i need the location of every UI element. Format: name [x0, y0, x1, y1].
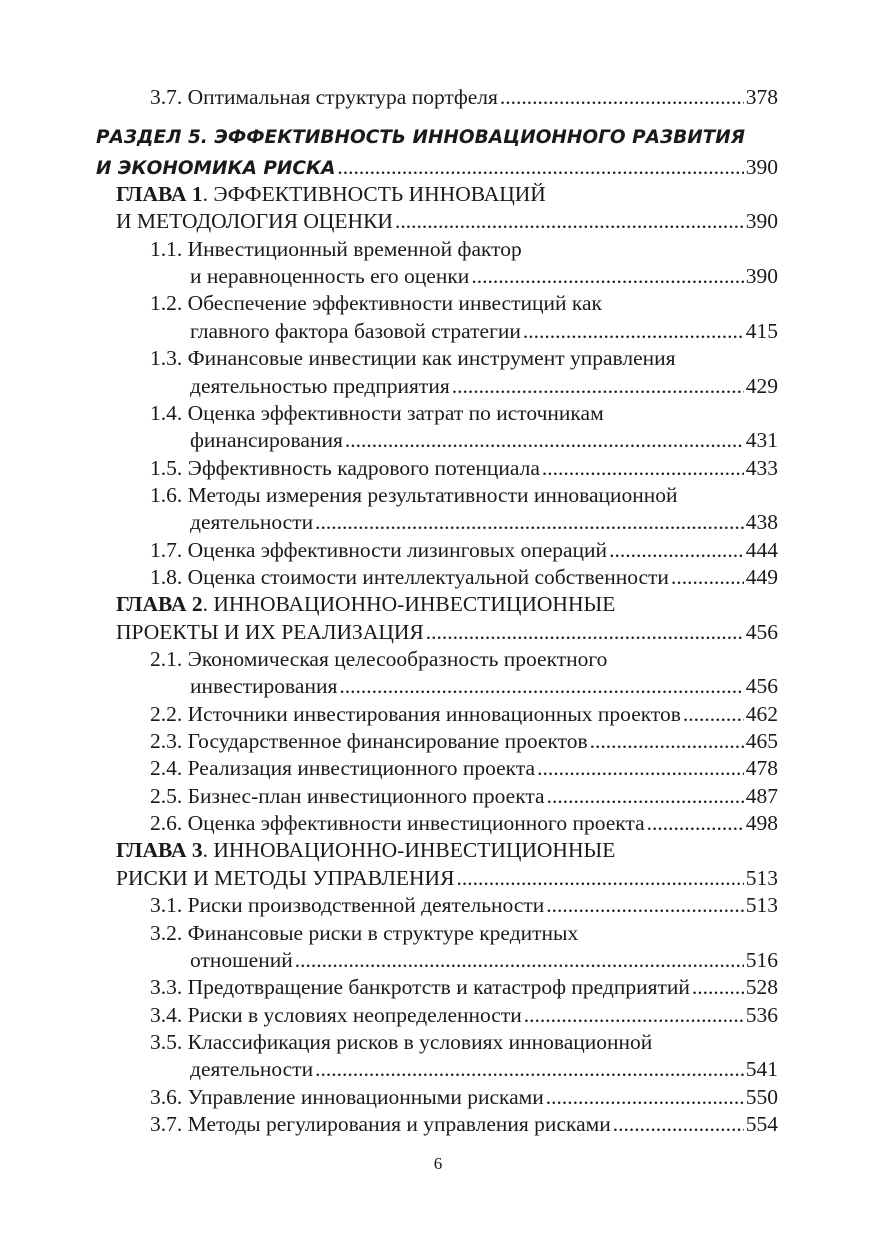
entry-title [190, 427, 343, 453]
entry-text: инвестирования [190, 674, 338, 699]
entry-number: 1.7. [150, 537, 183, 562]
entry-title [116, 208, 393, 234]
toc-entry[interactable] [150, 755, 778, 781]
dot-leader [452, 373, 744, 399]
entry-page: 390 [745, 209, 778, 234]
entry-number: 3.3. [150, 975, 183, 1000]
entry-page: 541 [745, 1057, 778, 1082]
entry-text: Управление инновационными рисками [187, 1084, 544, 1109]
entry-title [150, 810, 645, 836]
entry-text: Предотвращение банкротств и катастроф предприятий [187, 975, 690, 1000]
entry-page: 415 [745, 318, 778, 343]
toc-entry[interactable] [150, 810, 778, 836]
entry-number: 2.2. [150, 701, 183, 726]
section-title: И ЭКОНОМИКА РИСКА [96, 157, 336, 179]
chapter-label: ГЛАВА 3 [116, 838, 203, 863]
toc-entry[interactable] [116, 865, 778, 891]
entry-number: 3.4. [150, 1002, 183, 1027]
entry-text: Экономическая целесообразность проектного [187, 647, 608, 671]
entry-text: Бизнес-план инвестиционного проекта [187, 783, 545, 808]
entry-page: 456 [745, 674, 778, 699]
entry-page: 513 [745, 893, 778, 918]
section-heading [96, 125, 745, 151]
dot-leader [500, 84, 744, 110]
entry-page: 456 [745, 619, 778, 644]
dot-leader [671, 564, 744, 590]
chapter-title: ПРОЕКТЫ И ИХ РЕАЛИЗАЦИЯ [116, 619, 424, 644]
entry-text: деятельностью предприятия [190, 373, 450, 398]
entry-number: 1.6. [150, 482, 183, 507]
entry-text: Реализация инвестиционного проекта [187, 756, 536, 781]
toc-entry[interactable] [150, 974, 778, 1000]
toc-entry[interactable] [150, 1111, 778, 1137]
toc-entry[interactable] [190, 673, 778, 699]
entry-text: Государственное финансирование проектов [187, 729, 588, 754]
entry-number: 1.4. [150, 400, 183, 425]
entry-text: Оценка эффективности затрат по источникам [187, 400, 604, 425]
entry-page: 498 [745, 811, 778, 836]
entry-page: 516 [745, 947, 778, 972]
entry-text: Оценка стоимости интеллектуальной собственности [187, 564, 669, 589]
dot-leader [395, 208, 744, 234]
entry-page: 431 [745, 428, 778, 453]
entry-title [150, 892, 544, 918]
entry-title [150, 455, 540, 481]
entry-line [150, 236, 522, 262]
entry-page: 462 [745, 701, 778, 726]
entry-text: Финансовые инвестиции как инструмент управления [187, 346, 676, 371]
entry-line [150, 290, 602, 316]
entry-title [150, 84, 498, 110]
dot-leader [295, 947, 744, 973]
dot-leader [524, 1002, 744, 1028]
dot-leader [537, 755, 744, 781]
chapter-label: ГЛАВА 1 [116, 182, 203, 207]
entry-text: Методы измерения результативности инновационной [187, 482, 678, 507]
toc-entry[interactable] [190, 263, 778, 289]
entry-text: Финансовые риски в структуре кредитных [187, 920, 579, 945]
entry-text: Обеспечение эффективности инвестиций как [187, 291, 602, 316]
entry-title [190, 1056, 313, 1082]
dot-leader [547, 783, 744, 809]
entry-page: 444 [745, 537, 778, 562]
toc-entry[interactable] [150, 455, 778, 481]
entry-number: 3.7. [150, 85, 183, 109]
entry-text: деятельности [190, 1057, 314, 1082]
entry-text: Инвестиционный временной фактор [187, 236, 522, 261]
dot-leader [315, 509, 744, 535]
chapter-label: ГЛАВА 2 [116, 592, 203, 617]
entry-title [150, 1084, 544, 1110]
entry-text: финансирования [190, 428, 343, 453]
toc-entry[interactable] [150, 892, 778, 918]
entry-page: 536 [745, 1002, 778, 1027]
entry-page: 487 [745, 783, 778, 808]
toc-entry[interactable] [150, 84, 778, 110]
dot-leader [683, 701, 744, 727]
dot-leader [456, 865, 743, 891]
entry-title [190, 263, 469, 289]
dot-leader [692, 974, 744, 1000]
entry-title [150, 1002, 522, 1028]
entry-text: деятельности [190, 510, 314, 535]
entry-number: 1.5. [150, 455, 183, 480]
entry-number: 2.5. [150, 783, 183, 808]
entry-title [190, 673, 337, 699]
toc-entry[interactable] [150, 564, 778, 590]
chapter-title: . ЭФФЕКТИВНОСТЬ ИННОВАЦИЙ [202, 182, 546, 207]
dot-leader [339, 673, 743, 699]
entry-title [150, 537, 607, 563]
chapter-title: И МЕТОДОЛОГИЯ ОЦЕНКИ [116, 209, 393, 234]
entry-text: Эффективность кадрового потенциала [187, 455, 540, 480]
dot-leader [542, 455, 744, 481]
entry-text: отношений [190, 947, 293, 972]
dot-leader [609, 537, 744, 563]
dot-leader [546, 1084, 744, 1110]
toc-entry[interactable] [190, 1056, 778, 1082]
entry-page: 513 [745, 865, 778, 890]
chapter-title: . ИННОВАЦИОННО-ИНВЕСТИЦИОННЫЕ [202, 838, 616, 863]
entry-text: Классификация рисков в условиях инновационной [187, 1029, 653, 1054]
entry-number: 1.3. [150, 346, 183, 371]
entry-number: 2.3. [150, 729, 183, 754]
toc-entry[interactable] [190, 373, 778, 399]
entry-title [150, 755, 535, 781]
entry-page: 550 [745, 1084, 778, 1109]
entry-line [150, 1029, 652, 1055]
entry-number: 3.5. [150, 1029, 183, 1054]
entry-line [150, 400, 604, 426]
entry-line [150, 482, 678, 508]
toc-entry[interactable] [150, 1002, 778, 1028]
entry-line [150, 920, 578, 946]
entry-title [150, 564, 669, 590]
entry-title [96, 156, 335, 182]
entry-number: 3.6. [150, 1084, 183, 1109]
section-title: РАЗДЕЛ 5. ЭФФЕКТИВНОСТЬ ИННОВАЦИОННОГО РАЗВИТИЯ [96, 127, 746, 149]
chapter-title: РИСКИ И МЕТОДЫ УПРАВЛЕНИЯ [116, 865, 455, 890]
entry-page: 390 [745, 154, 778, 179]
entry-number: 3.2. [150, 920, 183, 945]
entry-page: 478 [745, 756, 778, 781]
toc-entry[interactable] [116, 619, 778, 645]
toc-entry[interactable] [150, 728, 778, 754]
toc-entry[interactable] [190, 947, 778, 973]
entry-page: 449 [745, 564, 778, 589]
entry-number: 3.7. [150, 1111, 183, 1136]
entry-page: 528 [745, 975, 778, 1000]
entry-number: 3.1. [150, 893, 183, 918]
entry-title [150, 974, 690, 1000]
entry-title [190, 509, 313, 535]
entry-title [150, 1111, 611, 1137]
entry-line [150, 345, 676, 371]
chapter-heading [116, 591, 615, 617]
entry-page: 465 [745, 729, 778, 754]
entry-text: Риски производственной деятельности [187, 893, 545, 918]
entry-text: и неравноценность его оценки [190, 264, 470, 289]
entry-text: главного фактора базовой стратегии [190, 318, 521, 343]
entry-text: Методы регулирования и управления рисками [187, 1111, 611, 1136]
entry-page: 438 [745, 510, 778, 535]
entry-title [150, 701, 681, 727]
chapter-heading [116, 181, 546, 207]
dot-leader [315, 1056, 744, 1082]
entry-page: 390 [745, 264, 778, 289]
entry-title [150, 728, 588, 754]
chapter-title: . ИННОВАЦИОННО-ИНВЕСТИЦИОННЫЕ [202, 592, 616, 617]
toc-entry[interactable] [150, 783, 778, 809]
entry-text: Оптимальная структура портфеля [187, 85, 498, 109]
entry-title [150, 783, 545, 809]
entry-number: 1.2. [150, 291, 183, 316]
toc-entry[interactable] [150, 1084, 778, 1110]
entry-page: 378 [745, 85, 778, 109]
dot-leader [337, 154, 743, 180]
entry-title [116, 619, 424, 645]
dot-leader [590, 728, 744, 754]
dot-leader [523, 318, 744, 344]
entry-line [150, 646, 607, 672]
page-number: 6 [433, 1154, 443, 1173]
entry-title [190, 373, 450, 399]
entry-number: 2.1. [150, 647, 183, 671]
entry-number: 1.8. [150, 564, 183, 589]
entry-text: Оценка эффективности лизинговых операций [187, 537, 608, 562]
toc-entry[interactable] [150, 537, 778, 563]
entry-page: 554 [745, 1111, 778, 1136]
dot-leader [345, 427, 744, 453]
entry-page: 429 [745, 373, 778, 398]
entry-text: Оценка эффективности инвестиционного проекта [187, 811, 645, 836]
entry-text: Источники инвестирования инновационных проектов [187, 701, 681, 726]
entry-text: Риски в условиях неопределенности [187, 1002, 522, 1027]
dot-leader [546, 892, 743, 918]
toc-entry[interactable] [190, 509, 778, 535]
dot-leader [471, 263, 743, 289]
chapter-heading [116, 837, 615, 863]
dot-leader [613, 1111, 744, 1137]
entry-number: 2.4. [150, 756, 183, 781]
toc-entry[interactable] [190, 318, 778, 344]
entry-title [190, 947, 293, 973]
dot-leader [426, 619, 744, 645]
toc-entry[interactable] [96, 154, 778, 182]
toc-entry[interactable] [150, 701, 778, 727]
toc-entry[interactable] [116, 208, 778, 234]
entry-title [116, 865, 454, 891]
entry-title [190, 318, 521, 344]
toc-entry[interactable] [190, 427, 778, 453]
entry-number: 1.1. [150, 236, 183, 261]
entry-page: 433 [745, 455, 778, 480]
entry-number: 2.6. [150, 811, 183, 836]
dot-leader [647, 810, 744, 836]
